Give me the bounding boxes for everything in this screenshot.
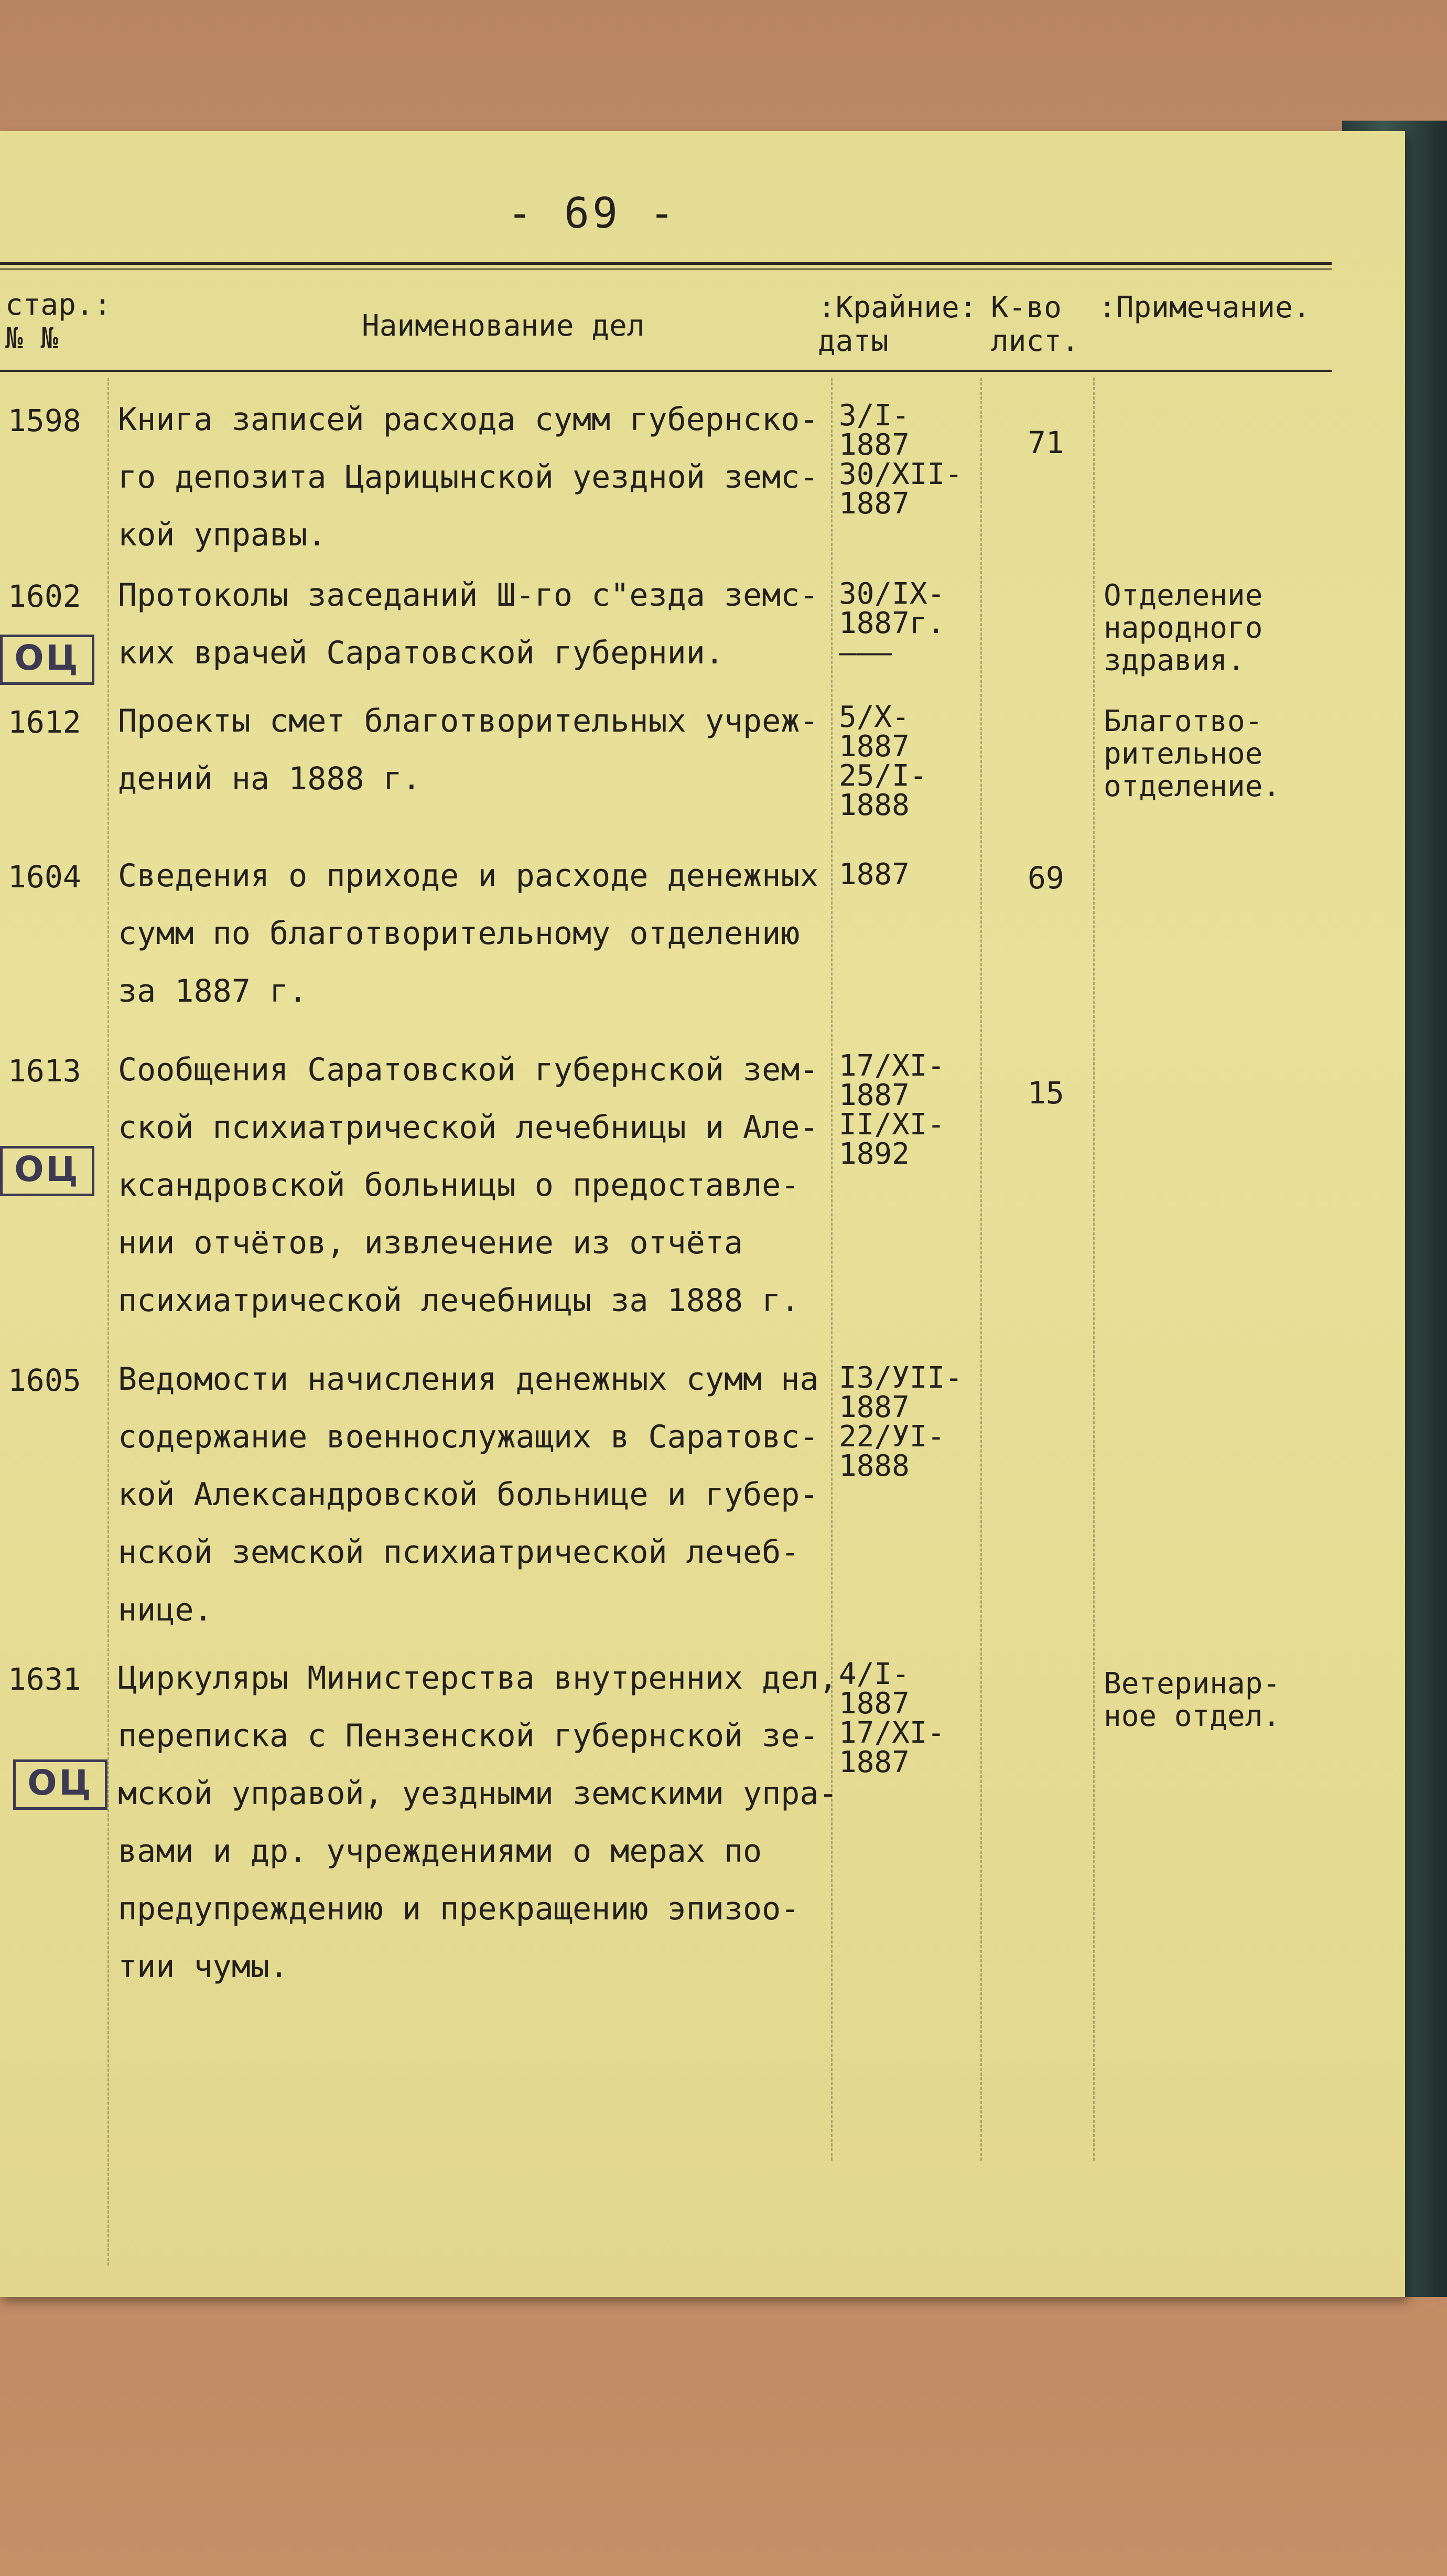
row-sheets: 15 xyxy=(1028,1075,1064,1111)
header-name: Наименование дел xyxy=(362,309,645,343)
column-separator-1 xyxy=(107,378,109,2266)
header-old-number: стар.: № № xyxy=(5,288,112,356)
header-top-rule xyxy=(0,262,1332,265)
header-bottom-rule xyxy=(0,370,1332,372)
row-note: Ветеринар- ное отдел. xyxy=(1104,1667,1281,1733)
row-dates: 3/I- 1887 30/XII- 1887 xyxy=(839,399,963,521)
row-sheets: 71 xyxy=(1028,425,1064,460)
row-note: Отделение народного здравия. xyxy=(1104,578,1263,678)
row-dates: 4/I- 1887 17/XI- 1887 xyxy=(839,1657,945,1779)
column-separator-3 xyxy=(980,378,982,2161)
header-top-rule-2 xyxy=(0,269,1332,270)
row-dates: 30/IX- 1887г. ——— xyxy=(839,577,945,670)
stamp-oc: ОЦ xyxy=(0,1146,94,1196)
row-dates: 5/X- 1887 25/I- 1888 xyxy=(839,700,927,822)
row-number: 1631 xyxy=(8,1661,81,1697)
header-dates: :Крайние: даты xyxy=(818,291,977,358)
header-note: :Примечание. xyxy=(1098,291,1311,325)
page-number: - 69 - xyxy=(507,189,678,238)
row-title: Ведомости начисления денежных сумм на содержание военнослужащих в Саратовс- кой Александровской больнице и губер- нской земской психиатрической лечеб- нице. xyxy=(118,1361,819,1628)
row-title: Сведения о приходе и расходе денежных сумм по благотворительному отделению за 1887 г. xyxy=(118,857,819,1010)
row-number: 1612 xyxy=(8,704,81,740)
row-number: 1605 xyxy=(8,1362,81,1398)
row-dates: I3/УII- 1887 22/УI- 1888 xyxy=(839,1361,963,1483)
row-number: 1598 xyxy=(8,403,81,438)
row-sheets: 69 xyxy=(1028,860,1064,896)
column-separator-4 xyxy=(1093,378,1095,2161)
stamp-oc: ОЦ xyxy=(13,1759,107,1810)
row-title: Сообщения Саратовской губернской зем- ской психиатрической лечебницы и Але- ксандровской больницы о предоставле- нии отчётов, извлечение из отчёта психиатрической лечебницы за 1888 г. xyxy=(118,1051,819,1319)
row-number: 1604 xyxy=(8,859,81,895)
row-dates: 17/XI- 1887 II/XI- 1892 xyxy=(839,1049,945,1171)
archive-page xyxy=(0,131,1405,2297)
stamp-oc: ОЦ xyxy=(0,635,94,685)
header-sheets: К-во лист. xyxy=(991,291,1079,358)
row-number: 1613 xyxy=(8,1053,81,1089)
row-dates: 1887 xyxy=(839,857,910,892)
row-note: Благотво- рительное отделение. xyxy=(1104,704,1281,803)
row-number: 1602 xyxy=(8,578,81,614)
row-title: Книга записей расхода сумм губернско- го депозита Царицынской уездной земс- кой управы. xyxy=(118,401,819,553)
row-title: Циркуляры Министерства внутренних дел, переписка с Пензенской губернской зе- мской управой, уездными земскими упра- вами и др. учреждениями о мерах по предупреждению и прекращению эпизоо- тии чумы. xyxy=(118,1660,838,1985)
row-title: Протоколы заседаний Ш-го с"езда земс- ких врачей Саратовской губернии. xyxy=(118,577,819,671)
row-title: Проекты смет благотворительных учреж- дений на 1888 г. xyxy=(118,703,819,797)
